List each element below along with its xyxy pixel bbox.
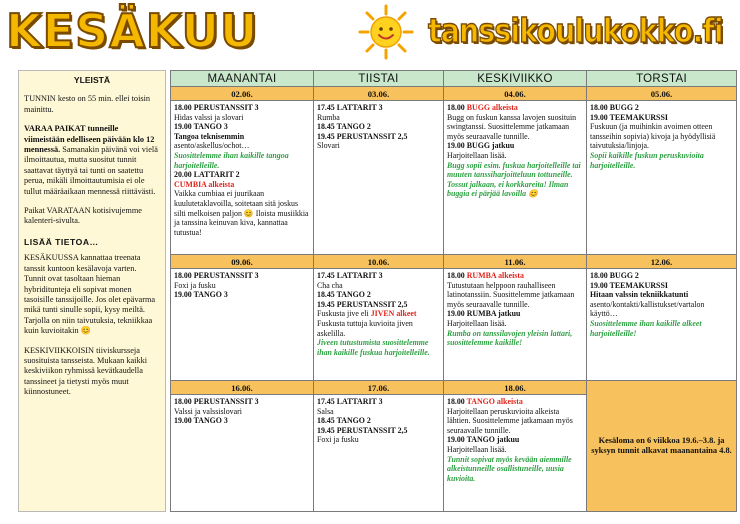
class-line [317,141,440,151]
class-text: 17.45 LATTARIT 3 [317,397,383,406]
sidebar-booking-note [24,124,160,197]
class-line [590,151,733,170]
day-header: TIISTAI [314,71,444,87]
class-line [317,132,440,142]
class-line [317,397,440,407]
class-line [317,290,440,300]
class-line [317,113,440,123]
sidebar-booking-bold: VARAA PAIKAT tunneille viimeistään edelliseen päivään klo 12 mennessä. [24,124,155,155]
class-line [590,122,733,151]
class-text: 18.00 [447,271,467,280]
class-line [447,445,583,455]
class-text: Harjoitellaan lisää. [447,318,507,328]
class-line [174,170,310,180]
date-cell: 09.06. [171,255,314,269]
class-text: 17.45 LATTARIT 3 [317,271,383,280]
date-cell: 17.06. [314,381,444,395]
schedule-table [170,70,737,512]
class-text: 18.45 TANGO 2 [317,122,371,132]
class-cell [444,395,587,512]
class-text: Foxi ja fusku [174,280,216,290]
date-cell: 03.06. [314,87,444,101]
class-text: 19.45 PERUSTANSSIT 2,5 [317,131,408,141]
class-text: Foxi ja fusku [317,435,359,445]
class-text: 18.00 [447,103,467,112]
class-line [447,151,583,161]
date-row [171,255,737,269]
class-line [317,319,440,338]
class-line [317,435,440,445]
class-row [171,101,737,255]
class-line [447,329,583,348]
class-text: 19.45 PERUSTANSSIT 2,5 [317,299,408,309]
class-line [174,132,310,142]
class-line [174,180,310,190]
class-cell [171,395,314,512]
class-text: 19.00 TANGO 3 [174,290,228,300]
site-name: tanssikoulukokko.fi [428,11,723,50]
day-header-row [171,71,737,87]
class-line [447,113,583,142]
class-text: Tunnit sopivat myös kevään aiemmille alkeistunneille osallistuneille, uusia kuvioita. [447,454,572,483]
class-line [447,281,583,310]
class-text: CUMBIA alkeista [174,179,235,189]
class-cell [171,269,314,381]
class-highlight: TANGO alkeista [466,397,523,406]
class-text: Harjoitellaan lisää. [447,150,507,160]
class-text: asento/askellus/ochot… [174,141,250,151]
class-text: Jiveen tutustumista suosittelemme ihan kaikille fuskua harjoitelleille. [317,338,430,357]
sidebar-heading-more: LISÄÄ TIETOA… [24,236,99,247]
class-line [317,416,440,426]
class-text: Bugg sopii esim. fuskua harjoitelleille tai muuten tanssiharjoitteluun tottuneille. Tossut jalkaan, ei korkkareita! Ilman buggia ei pärjää lavoilla 😊 [447,160,581,199]
class-line [317,271,440,281]
class-line [317,309,440,319]
class-text: 19.00 TEEMAKURSSI [590,112,668,122]
class-text: Vaikka cumbiaa ei juurikaan kuulutetaklavoilla, soitetaan sitä joskus silti melkoisen paljon 😊 Iloista musiikkia ja tanssina keinuvan kiva, kannattaa tutustua! [174,189,309,237]
class-line [447,319,583,329]
class-line [317,338,440,357]
class-text: Valssi ja valssislovari [174,406,242,416]
class-line [317,407,440,417]
class-line [590,319,733,338]
page-title: KESÄKUU [6,4,259,58]
class-cell [314,101,444,255]
class-text: 19.00 TANGO 3 [174,416,228,426]
class-text: Harjoitellaan lisää. [447,444,507,454]
class-text: 18.00 BUGG 2 [590,271,639,280]
class-line [317,426,440,436]
class-line [447,161,583,199]
class-text: Tutustutaan helppoon rauhalliseen latinotanssiin. Suosittelemme jatkamaan myös seuraavalle tunnille. [447,280,575,309]
date-cell: 18.06. [444,381,587,395]
date-cell: 10.06. [314,255,444,269]
class-line [174,151,310,170]
class-line [447,141,583,151]
class-line [174,290,310,300]
sidebar-calendar-note: Paikat VARATAAN kotisivujemme kalenteri-sivulta. [24,206,142,226]
class-text: Salsa [317,406,334,416]
day-header: MAANANTAI [171,71,314,87]
class-text: Hidas valssi ja slovari [174,112,244,122]
class-cell [171,101,314,255]
date-row [171,87,737,101]
class-line [447,271,583,281]
class-line [174,122,310,132]
date-cell: 12.06. [587,255,737,269]
class-line [174,189,310,237]
class-line [317,122,440,132]
class-highlight: RUMBA alkeista [466,271,524,280]
date-cell: 11.06. [444,255,587,269]
class-text: Hitaan valssin tekniikkatunti [590,290,689,300]
class-row [171,269,737,381]
class-line [590,290,733,300]
class-text: 18.45 TANGO 2 [317,416,371,426]
class-line [174,141,310,151]
class-text: Slovari [317,141,340,151]
class-text: asento/kontakti/kallistukset/vartalon käyttö… [590,299,705,319]
class-text: 19.00 TEEMAKURSSI [590,280,668,290]
class-line [174,113,310,123]
class-text: 18.00 BUGG 2 [590,103,639,112]
class-line [174,407,310,417]
info-sidebar [18,70,166,512]
class-text: Harjoitellaan peruskuvioita alkeista lähtien. Suosittelemme jatkamaan myös seuraavalle tunnille. [447,406,573,435]
class-text: 18.45 TANGO 2 [317,290,371,300]
class-cell [444,269,587,381]
class-highlight: BUGG alkeista [466,103,518,112]
class-line [447,455,583,484]
class-line [590,271,733,281]
class-line [174,416,310,426]
class-line [317,103,440,113]
class-text: Fuskusta jive eli [317,309,371,319]
class-line [317,300,440,310]
class-text: 18.00 PERUSTANSSIT 3 [174,397,259,406]
class-text: Suosittelemme ihan kaikille alkeet harjoitelleille! [590,318,702,338]
date-cell: 04.06. [444,87,587,101]
class-line [590,281,733,291]
class-text: 18.00 PERUSTANSSIT 3 [174,271,259,280]
class-text: 20.00 LATTARIT 2 [174,170,240,180]
class-text: Fuskuun (ja muihinkin avoimen otteen tansseihin sopivia) kivoja ja hyödyllisiä taivutuksia/linjoja. [590,122,716,151]
day-header: TORSTAI [587,71,737,87]
date-cell: 02.06. [171,87,314,101]
class-line [590,300,733,319]
class-line [174,271,310,281]
page-header [0,0,740,62]
class-cell [444,101,587,255]
sidebar-heading-general: YLEISTÄ [73,75,111,85]
class-text: Rumba [317,112,340,122]
class-line [174,103,310,113]
date-row [171,381,737,395]
class-line [317,281,440,291]
sidebar-booking-rest: Samanakin päivänä voi vielä ilmoittautua, mutta suositut tunnit saattavat täyttyä tai tunti on saatettu perua, mikäli ilmoittautumisia ei ole tullut määräaikaan mennessä riittävästi. [24,145,158,196]
day-header: KESKIVIIKKO [444,71,587,87]
class-line [447,435,583,445]
class-text: Suosittelemme ihan kaikille tangoa harjoitelleille. [174,150,289,170]
class-cell [314,395,444,512]
class-text: 18.00 PERUSTANSSIT 3 [174,103,259,112]
class-text: 19.00 RUMBA jatkuu [447,309,521,319]
sidebar-duration-note: TUNNIN kesto on 55 min. ellei toisin mainittu. [24,94,151,114]
class-line [447,397,583,407]
class-text: 18.00 [447,397,467,406]
class-line [590,113,733,123]
class-text: 17.45 LATTARIT 3 [317,103,383,112]
sun-icon [356,4,416,60]
class-cell [587,269,737,381]
class-text: Tangoa teknisemmin [174,131,245,141]
summer-break-note: Kesäloma on 6 viikkoa 19.6.–3.8. ja syksyn tunnit alkavat maanantaina 4.8. [587,381,737,512]
class-text: Sopii kaikille fuskun peruskuvioita harjoitelleille. [590,150,704,170]
class-text: Rumba on tanssilavojen yleisin lattari, suosittelemme kaikille! [447,328,573,348]
class-highlight: JIVEN alkeet [370,309,417,319]
class-line [174,397,310,407]
class-line [447,103,583,113]
class-line [174,281,310,291]
class-text: 19.00 BUGG jatkuu [447,141,515,151]
class-line [447,309,583,319]
sidebar-wednesday-note: KESKIVIIKKOISIN tiiviskursseja suosituista tansseista. Mukaan kaikki keskiviikon ryhmissä kevätkaudella tanssineet ja tietysti myös muut kiinnostuneet. [24,345,148,397]
class-text: Cha cha [317,280,343,290]
class-text: 19.00 TANGO 3 [174,122,228,132]
class-cell [587,101,737,255]
class-line [447,407,583,436]
date-cell: 16.06. [171,381,314,395]
date-cell: 05.06. [587,87,737,101]
class-text: Fuskusta tuttuja kuvioita jiven askelilla. [317,318,413,338]
class-text: Bugg on fuskun kanssa lavojen suosituin swingtanssi. Suosittelemme jatkamaan myös seuraavalle tunnille. [447,112,577,141]
class-text: 19.00 TANGO jatkuu [447,435,520,445]
class-text: 19.45 PERUSTANSSIT 2,5 [317,425,408,435]
sidebar-june-note: KESÄKUUSSA kannattaa treenata tanssit kuntoon kesälavoja varten. Tunnit ovat tasoltaan hieman hybriditunteja eli sopivat monen tasoisille tanssijoille. Jos olet epävarma mikä tunti sinulle sopii, kysy meiltä. Tarjolla on niin taivutuksia, tekniikkaa kuin kuvioitakin 😊 [24,253,156,336]
class-cell [314,269,444,381]
class-line [590,103,733,113]
